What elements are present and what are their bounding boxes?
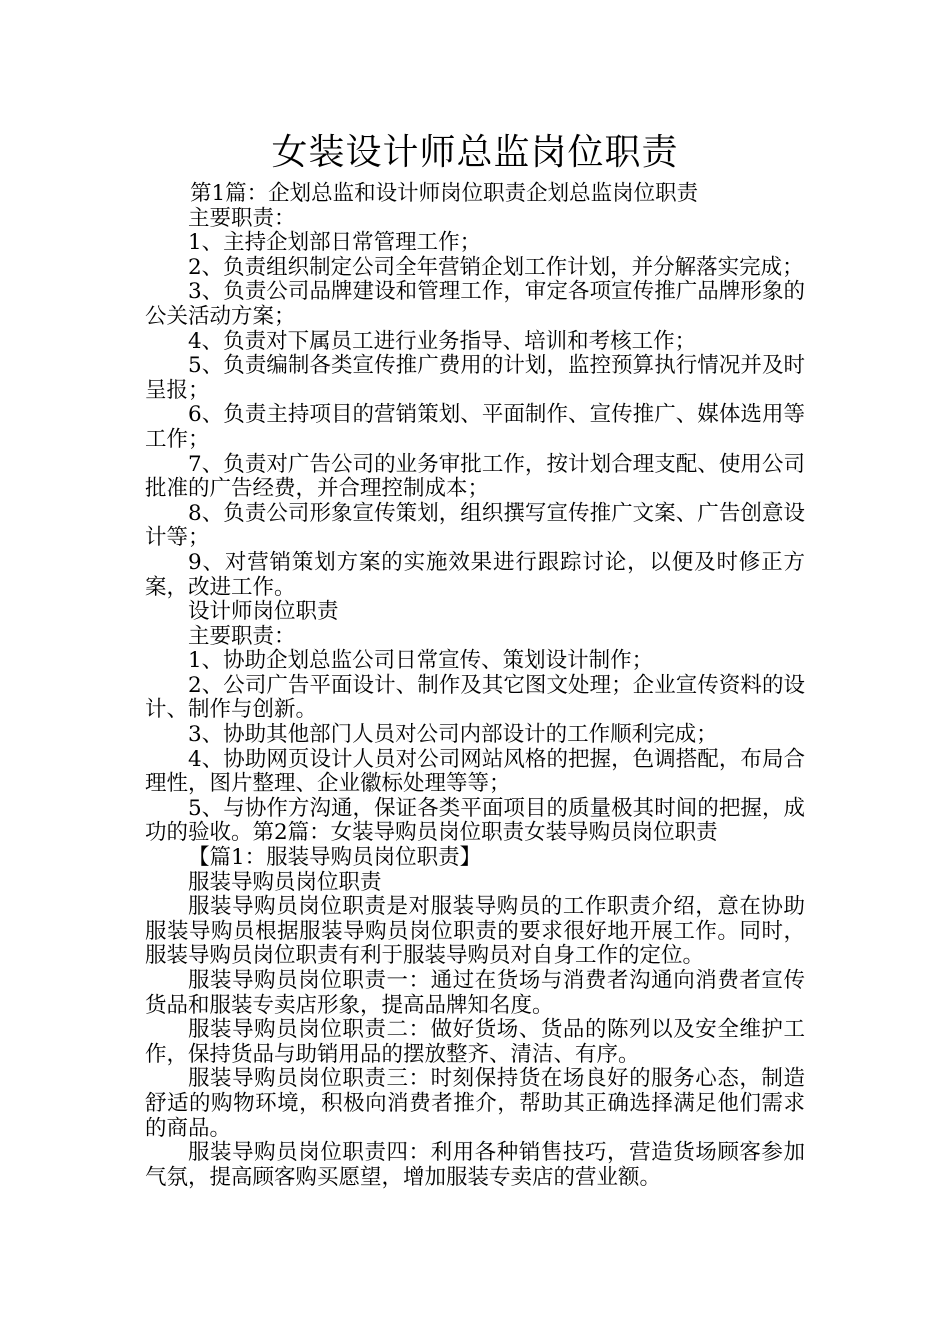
list-item: 2、负责组织制定公司全年营销企划工作计划，并分解落实完成；: [188, 254, 804, 280]
paragraph: 服装导购员岗位职责一：通过在货场与消费者沟通向消费者宣传货品和服装专卖店形象，提高品牌知名度。: [145, 968, 805, 1018]
section-heading: 第1篇：企划总监和设计师岗位职责企划总监岗位职责: [190, 181, 699, 206]
section-heading: 服装导购员岗位职责: [188, 869, 382, 895]
section-heading: 【篇1：服装导购员岗位职责】: [188, 845, 482, 871]
list-item: 5、与协作方沟通，保证各类平面项目的质量极其时间的把握，成功的验收。第2篇：女装导购员岗位职责女装导购员岗位职责: [145, 795, 805, 846]
document-page: [145, 126, 805, 1190]
paragraph: 服装导购员岗位职责是对服装导购员的工作职责介绍，意在协助服装导购员根据服装导购员岗位职责的要求很好地开展工作。同时，服装导购员岗位职责有利于服装导购员对自身工作的定位。: [145, 894, 805, 969]
list-item: 4、协助网页设计人员对公司网站风格的把握，色调搭配，布局合理性，图片整理、企业徽标处理等等；: [145, 746, 805, 797]
list-item: 1、主持企划部日常管理工作；: [188, 230, 482, 256]
section-heading: 设计师岗位职责: [188, 599, 339, 625]
list-item: 4、负责对下属员工进行业务指导、培训和考核工作；: [188, 328, 697, 354]
list-item: 9、对营销策划方案的实施效果进行跟踪讨论，以便及时修正方案，改进工作。: [145, 549, 805, 600]
list-item: 8、负责公司形象宣传策划，组织撰写宣传推广文案、广告创意设计等；: [145, 500, 805, 551]
list-item: 5、负责编制各类宣传推广费用的计划，监控预算执行情况并及时呈报；: [145, 353, 805, 403]
list-item: 3、负责公司品牌建设和管理工作，审定各项宣传推广品牌形象的公关活动方案；: [145, 279, 805, 329]
document-title: 女装设计师总监岗位职责: [271, 132, 679, 173]
list-item: 7、负责对广告公司的业务审批工作，按计划合理支配、使用公司批准的广告经费，并合理控制成本；: [145, 451, 805, 502]
paragraph: 主要职责：: [188, 205, 296, 231]
list-item: 1、协助企划总监公司日常宣传、策划设计制作；: [188, 648, 654, 674]
paragraph: 服装导购员岗位职责二：做好货场、货品的陈列以及安全维护工作，保持货品与助销用品的摆放整齐、清洁、有序。: [145, 1017, 805, 1067]
list-item: 6、负责主持项目的营销策划、平面制作、宣传推广、媒体选用等工作；: [145, 402, 805, 452]
paragraph: 主要职责：: [188, 623, 296, 649]
list-item: 2、公司广告平面设计、制作及其它图文处理；企业宣传资料的设计、制作与创新。: [145, 672, 805, 723]
paragraph: 服装导购员岗位职责四：利用各种销售技巧，营造货场顾客参加气氛，提高顾客购买愿望，增加服装专卖店的营业额。: [145, 1140, 805, 1190]
paragraph: 服装导购员岗位职责三：时刻保持货在场良好的服务心态，制造舒适的购物环境，积极向消费者推介，帮助其正确选择满足他们需求的商品。: [145, 1066, 805, 1141]
list-item: 3、协助其他部门人员对公司内部设计的工作顺利完成；: [188, 722, 718, 748]
